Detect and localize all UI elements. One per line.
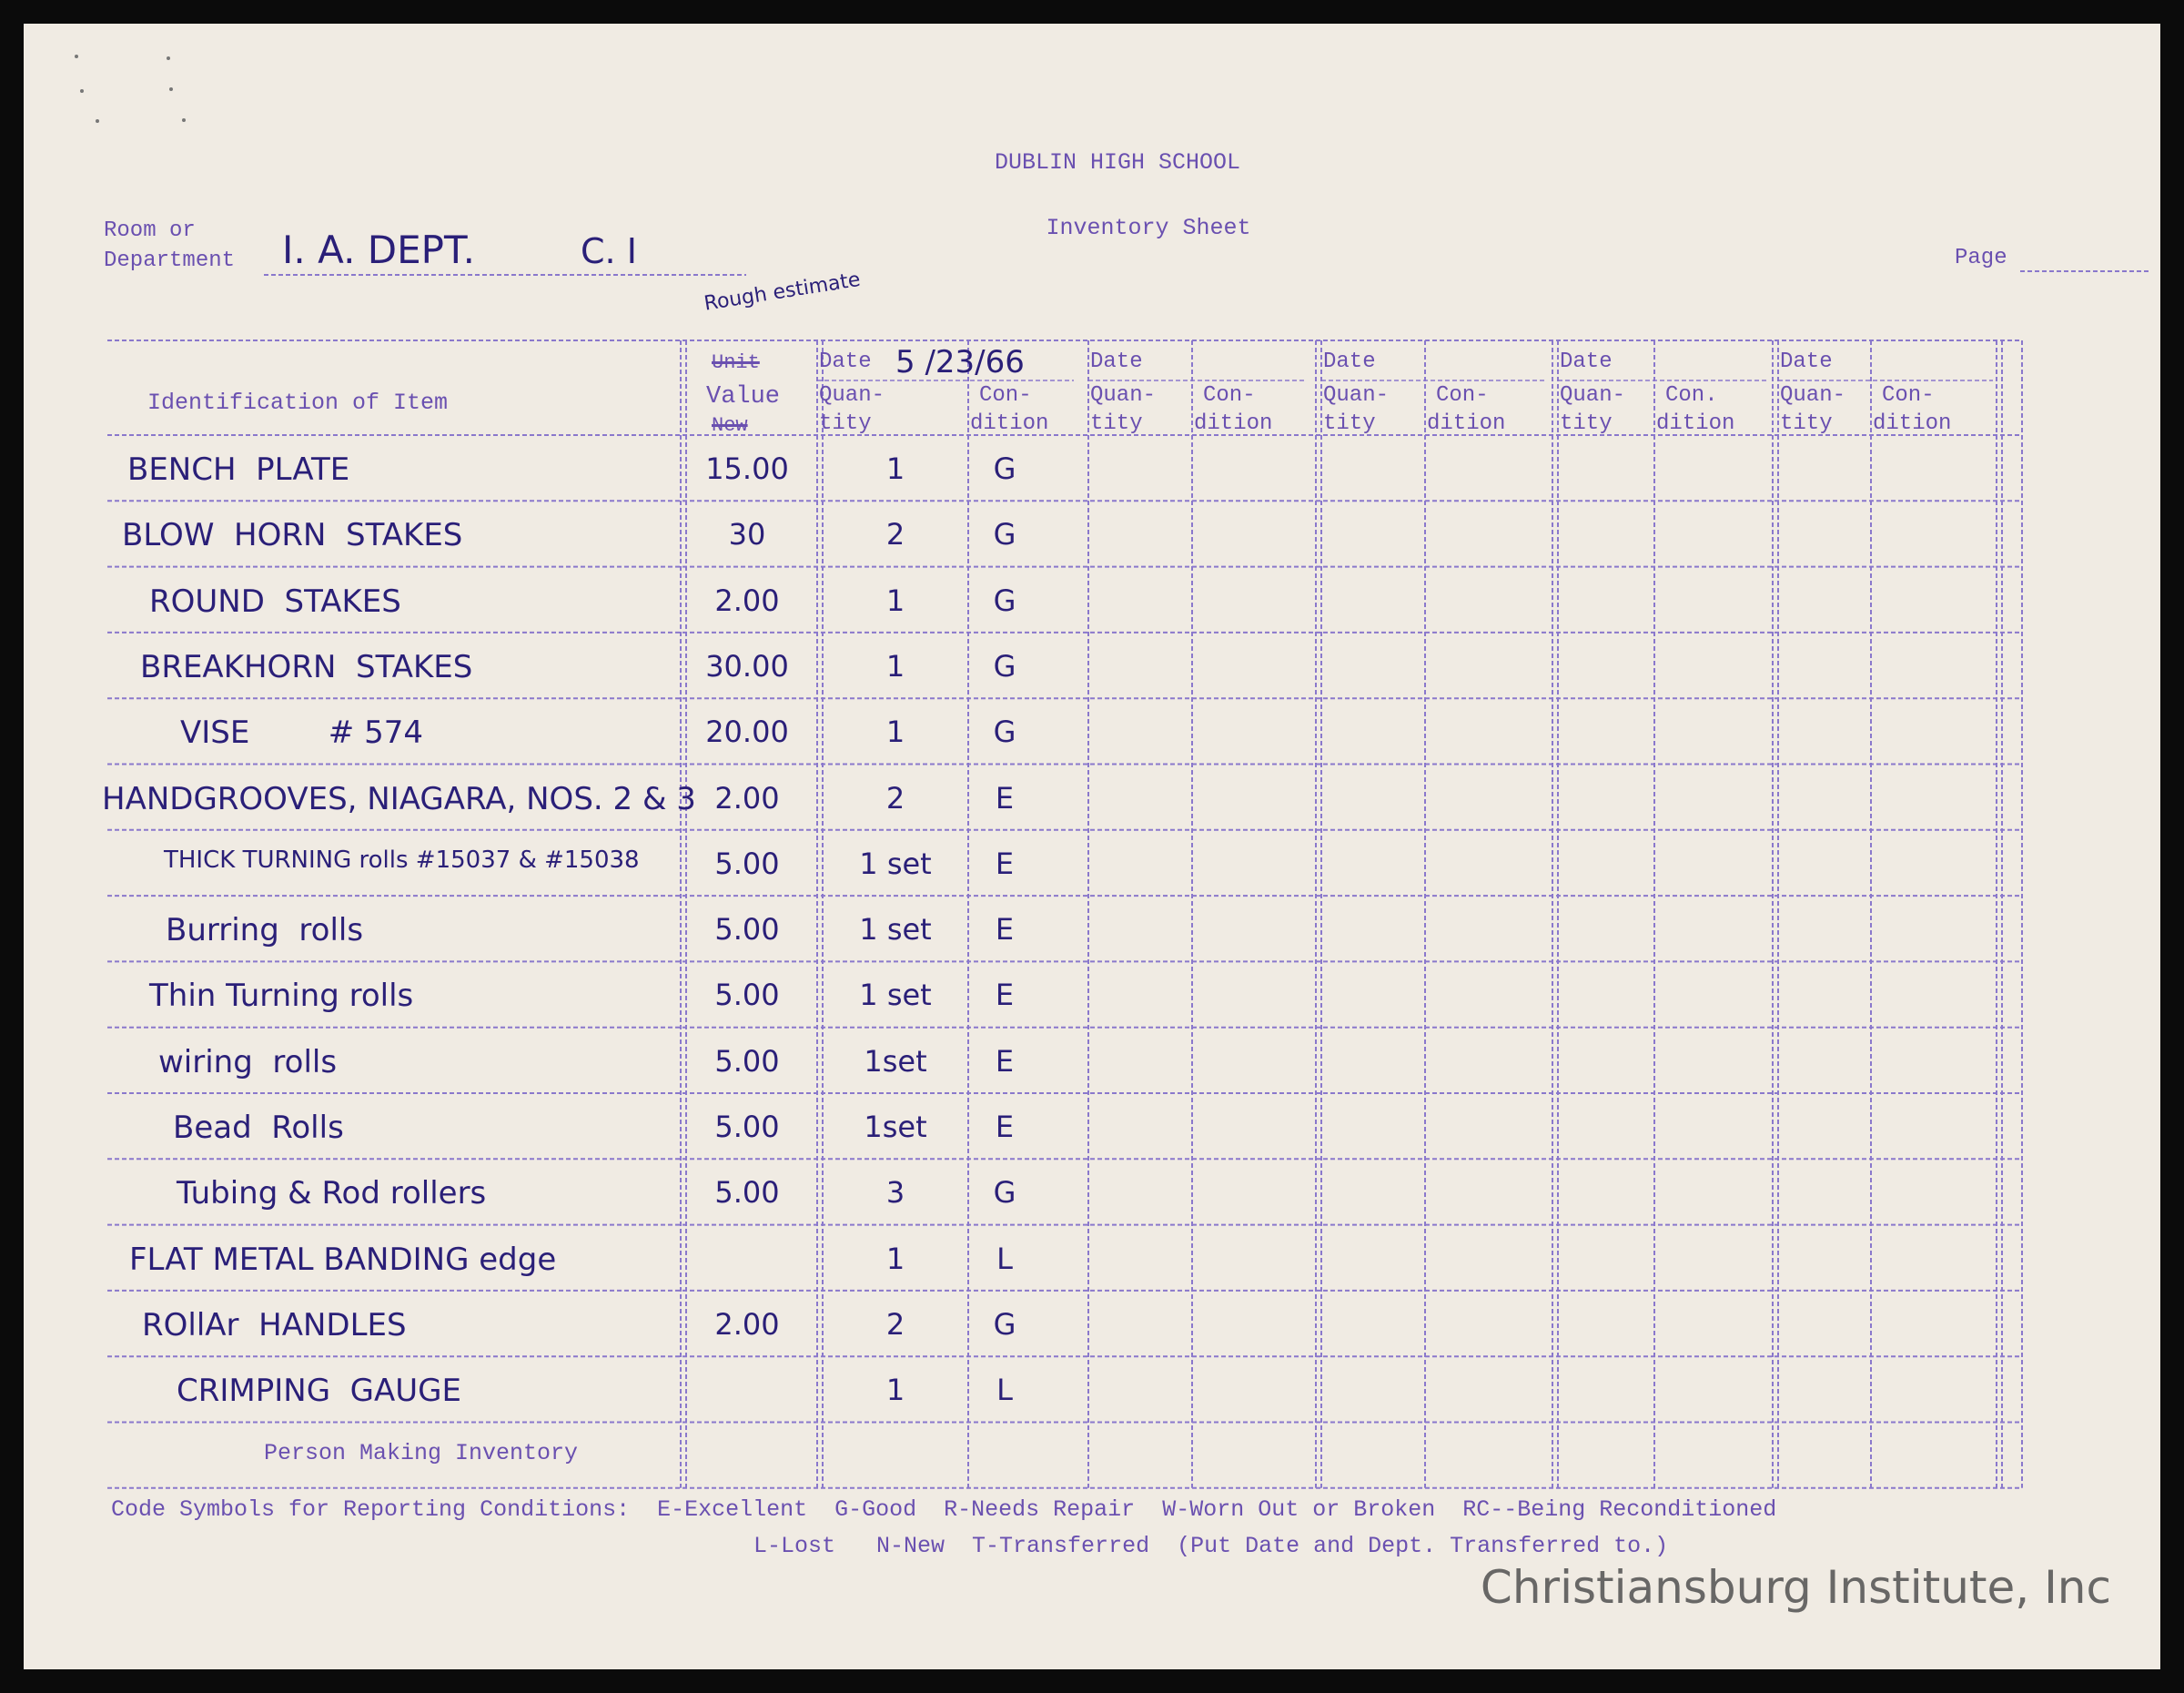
condition-header: dition bbox=[1656, 411, 1735, 436]
item-quantity: 2 bbox=[885, 780, 905, 816]
value-header: Value bbox=[706, 383, 781, 411]
item-quantity: 1 bbox=[885, 715, 905, 750]
item-name: FLAT METAL BANDING edge bbox=[129, 1241, 557, 1278]
quantity-header: Quan- bbox=[1560, 383, 1626, 408]
item-name: Thin Turning rolls bbox=[149, 978, 414, 1015]
condition-header: dition bbox=[1427, 411, 1506, 436]
room-label: Room or bbox=[104, 218, 196, 243]
item-value: 2.00 bbox=[714, 780, 780, 816]
item-value: 5.00 bbox=[714, 1110, 780, 1144]
new-header: New bbox=[712, 414, 748, 437]
watermark: Christiansburg Institute, Inc bbox=[1480, 1561, 2111, 1614]
first-date-value: 5 /23/66 bbox=[895, 344, 1025, 380]
item-name: VISE # 574 bbox=[180, 715, 424, 752]
item-value: 5.00 bbox=[714, 978, 780, 1013]
quantity-header: tity bbox=[1560, 411, 1613, 436]
item-condition: E bbox=[995, 978, 1015, 1013]
item-quantity: 1 set bbox=[859, 978, 932, 1013]
condition-header: dition bbox=[1194, 411, 1273, 436]
item-quantity: 1 set bbox=[859, 846, 932, 881]
department-label: Department bbox=[104, 248, 236, 273]
condition-header: dition bbox=[1873, 411, 1952, 436]
item-quantity: 3 bbox=[885, 1175, 905, 1211]
quantity-header: tity bbox=[819, 411, 872, 436]
item-value: 30.00 bbox=[705, 648, 789, 684]
item-quantity: 1 bbox=[885, 648, 905, 684]
code-symbols-line-1: Code Symbols for Reporting Conditions: E-Excellent G-Good R-Needs Repair W-Worn Out or Broken RC--Being Reconditioned bbox=[111, 1496, 1777, 1523]
item-value: 5.00 bbox=[714, 846, 780, 881]
item-value: 20.00 bbox=[705, 715, 789, 750]
item-condition: G bbox=[993, 517, 1016, 553]
item-name: THICK TURNING rolls #15037 & #15038 bbox=[164, 846, 640, 874]
item-condition: E bbox=[995, 912, 1015, 948]
item-value: 2.00 bbox=[714, 583, 780, 618]
sheet-title: Inventory Sheet bbox=[1046, 215, 1251, 241]
item-name: BREAKHORN STAKES bbox=[140, 648, 473, 685]
department-code: C. I bbox=[581, 231, 637, 271]
item-condition: G bbox=[993, 451, 1016, 486]
condition-header: Con- bbox=[1882, 383, 1935, 408]
item-condition: E bbox=[995, 846, 1015, 881]
item-name: BENCH PLATE bbox=[127, 451, 350, 488]
item-condition: E bbox=[995, 1110, 1015, 1144]
date-header: Date bbox=[819, 350, 872, 374]
item-value: 5.00 bbox=[714, 912, 780, 948]
item-value: 2.00 bbox=[714, 1306, 780, 1342]
condition-header: Con- bbox=[1203, 383, 1256, 408]
item-quantity: 1set bbox=[864, 1110, 927, 1144]
item-quantity: 1 set bbox=[859, 912, 932, 948]
item-quantity: 2 bbox=[885, 1306, 905, 1342]
item-quantity: 1set bbox=[864, 1043, 927, 1079]
item-condition: G bbox=[993, 715, 1016, 750]
item-condition: L bbox=[996, 1373, 1013, 1408]
item-name: Bead Rolls bbox=[173, 1110, 344, 1146]
item-condition: G bbox=[993, 1306, 1016, 1342]
item-name: ROllAr HANDLES bbox=[142, 1306, 407, 1343]
item-name: wiring rolls bbox=[158, 1043, 338, 1080]
item-quantity: 1 bbox=[885, 1373, 905, 1408]
date-header: Date bbox=[1323, 350, 1376, 374]
quantity-header: tity bbox=[1090, 411, 1143, 436]
condition-header: Con- bbox=[1436, 383, 1489, 408]
quantity-header: Quan- bbox=[1323, 383, 1390, 408]
item-name: BLOW HORN STAKES bbox=[122, 517, 463, 554]
person-making-inventory: Person Making Inventory bbox=[264, 1440, 579, 1466]
item-condition: E bbox=[995, 1043, 1015, 1079]
page-label: Page bbox=[1955, 246, 2007, 270]
condition-header: dition bbox=[970, 411, 1049, 436]
date-header: Date bbox=[1780, 350, 1833, 374]
date-header: Date bbox=[1560, 350, 1613, 374]
date-header: Date bbox=[1090, 350, 1143, 374]
quantity-header: tity bbox=[1323, 411, 1376, 436]
item-name: HANDGROOVES, NIAGARA, NOS. 2 & 3 bbox=[102, 780, 696, 817]
quantity-header: tity bbox=[1780, 411, 1833, 436]
item-condition: G bbox=[993, 583, 1016, 618]
item-condition: G bbox=[993, 1175, 1016, 1211]
item-quantity: 1 bbox=[885, 583, 905, 618]
quantity-header: Quan- bbox=[819, 383, 885, 408]
item-name: CRIMPING GAUGE bbox=[177, 1373, 461, 1410]
item-quantity: 1 bbox=[885, 1241, 905, 1276]
item-value: 30 bbox=[728, 517, 766, 553]
item-quantity: 2 bbox=[885, 517, 905, 553]
quantity-header: Quan- bbox=[1090, 383, 1157, 408]
item-value: 15.00 bbox=[705, 451, 789, 486]
department-value: I. A. DEPT. bbox=[282, 228, 476, 272]
quantity-header: Quan- bbox=[1780, 383, 1846, 408]
unit-header: Unit bbox=[712, 351, 760, 374]
item-value: 5.00 bbox=[714, 1043, 780, 1079]
code-symbols-line-2: L-Lost N-New T-Transferred (Put Date and Dept. Transferred to.) bbox=[753, 1533, 1669, 1559]
item-name: ROUND STAKES bbox=[149, 583, 401, 620]
item-name: Tubing & Rod rollers bbox=[177, 1175, 487, 1212]
identification-header: Identification of Item bbox=[147, 390, 449, 416]
condition-header: Con- bbox=[979, 383, 1032, 408]
item-value: 5.00 bbox=[714, 1175, 780, 1211]
item-name: Burring rolls bbox=[166, 912, 364, 949]
item-quantity: 1 bbox=[885, 451, 905, 486]
item-condition: E bbox=[995, 780, 1015, 816]
condition-header: Con. bbox=[1665, 383, 1718, 408]
item-condition: G bbox=[993, 648, 1016, 684]
school-title: DUBLIN HIGH SCHOOL bbox=[994, 149, 1241, 176]
item-condition: L bbox=[996, 1241, 1013, 1276]
rough-estimate-note: Rough estimate bbox=[703, 268, 863, 316]
